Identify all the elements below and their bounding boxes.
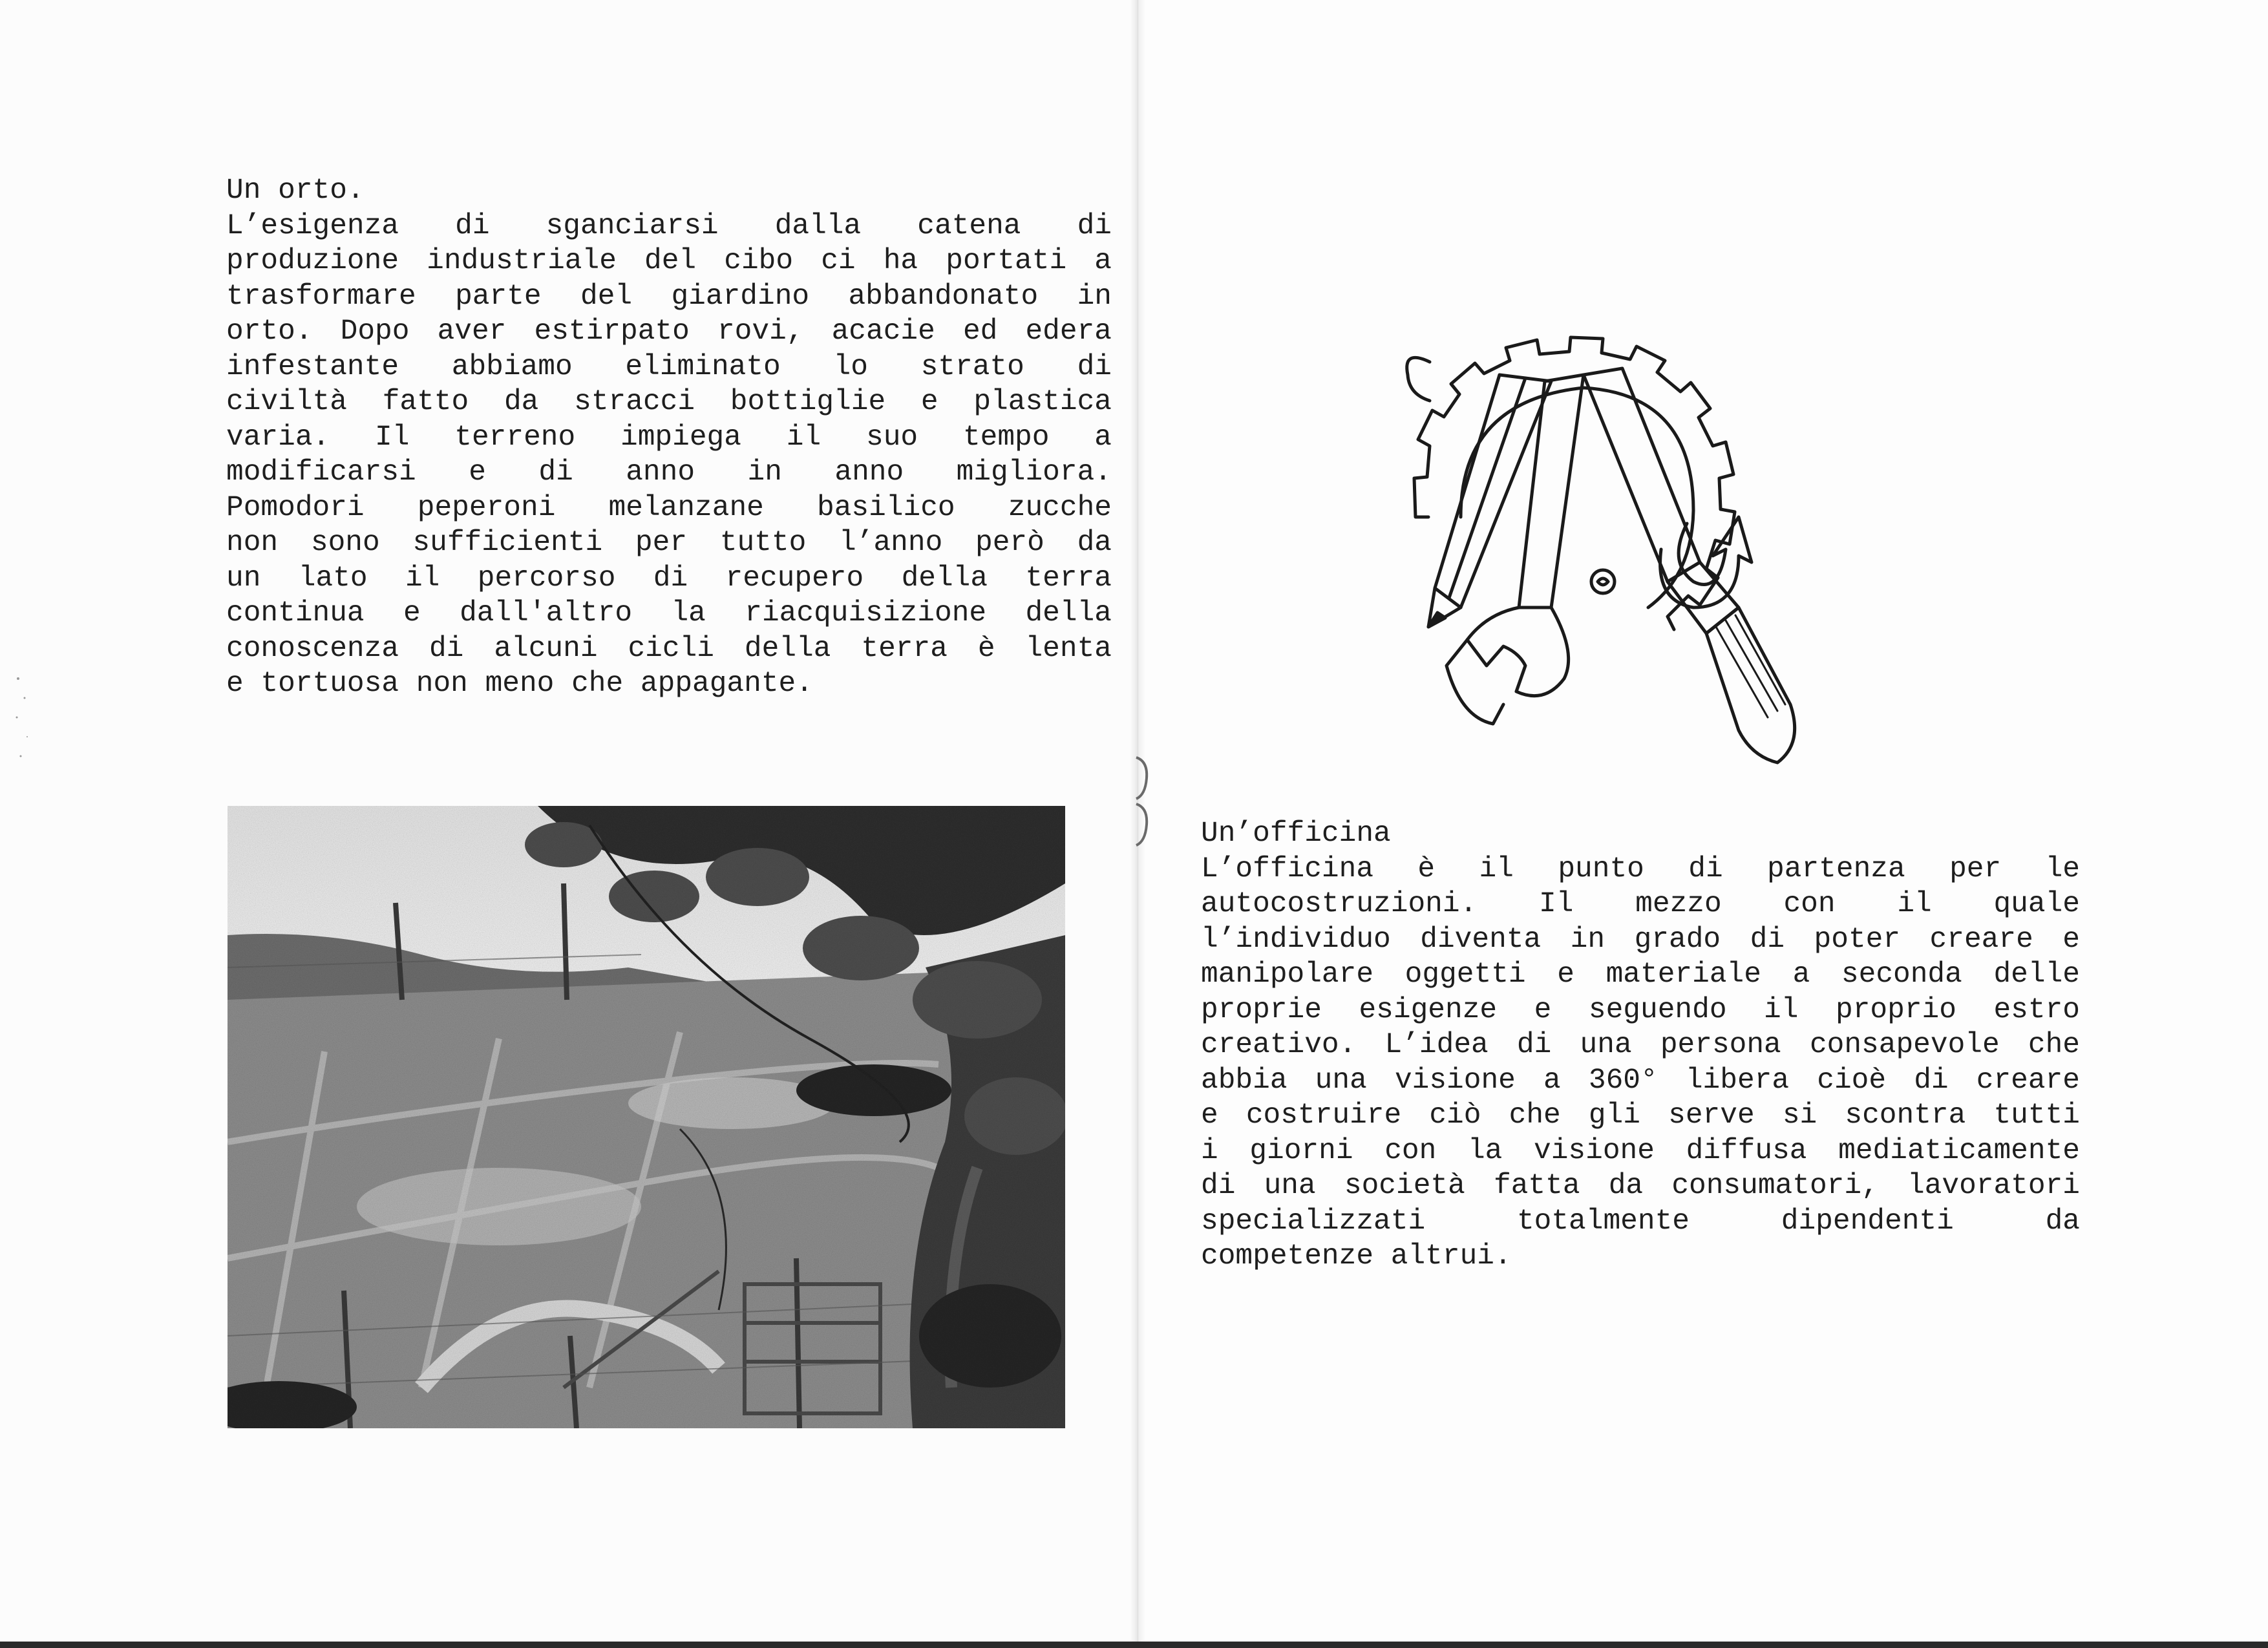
staple-icon bbox=[1132, 755, 1150, 801]
orto-line: civiltà fatto da stracci bottiglie e plastica bbox=[226, 386, 1112, 418]
officina-line: i giorni con la visione diffusa mediaticamente bbox=[1201, 1134, 2080, 1167]
orto-line: modificarsi e di anno in anno migliora. bbox=[226, 456, 1112, 489]
gear-wrench-pencil-brush-logo bbox=[1390, 304, 1823, 782]
scan-edge bbox=[0, 1642, 2268, 1648]
orto-text-block bbox=[226, 173, 1112, 702]
officina-line: abbia una visione a 360° libera cioè di creare bbox=[1201, 1064, 2080, 1097]
orto-line: trasformare parte del giardino abbandonato in bbox=[226, 280, 1112, 313]
officina-text-block bbox=[1201, 816, 2080, 1274]
officina-line: specializzati totalmente dipendenti da bbox=[1201, 1205, 2080, 1238]
orto-line: non sono sufficienti per tutto l’anno però da bbox=[226, 527, 1112, 559]
garden-photo bbox=[228, 806, 1065, 1428]
orto-line: varia. Il terreno impiega il suo tempo a bbox=[226, 421, 1112, 454]
officina-title: Un’officina bbox=[1201, 818, 1391, 850]
orto-line: continua e dall'altro la riacquisizione della bbox=[226, 597, 1112, 629]
officina-line: l’individuo diventa in grado di poter creare e bbox=[1201, 923, 2080, 956]
scan-specks bbox=[12, 672, 37, 776]
officina-line: autocostruzioni. Il mezzo con il quale bbox=[1201, 888, 2080, 920]
orto-line: infestante abbiamo eliminato lo strato di bbox=[226, 350, 1112, 383]
officina-line: proprie esigenze e seguendo il proprio estro bbox=[1201, 993, 2080, 1026]
officina-line: L’officina è il punto di partenza per le bbox=[1201, 852, 2080, 885]
officina-line: di una società fatta da consumatori, lavoratori bbox=[1201, 1170, 2080, 1202]
officina-line: competenze altrui. bbox=[1201, 1240, 1512, 1273]
orto-line: un lato il percorso di recupero della terra bbox=[226, 562, 1112, 595]
orto-line: Pomodori peperoni melanzane basilico zucche bbox=[226, 491, 1112, 524]
orto-line: produzione industriale del cibo ci ha portati a bbox=[226, 245, 1112, 277]
orto-line: L’esigenza di sganciarsi dalla catena di bbox=[226, 209, 1112, 242]
staple-icon bbox=[1132, 801, 1150, 848]
orto-line: orto. Dopo aver estirpato rovi, acacie ed edera bbox=[226, 315, 1112, 348]
orto-line: e tortuosa non meno che appagante. bbox=[226, 668, 813, 700]
orto-title: Un orto. bbox=[226, 174, 365, 207]
officina-line: manipolare oggetti e materiale a seconda delle bbox=[1201, 958, 2080, 991]
officina-line: creativo. L’idea di una persona consapevole che bbox=[1201, 1029, 2080, 1061]
officina-line: e costruire ciò che gli serve si scontra tutti bbox=[1201, 1099, 2080, 1132]
orto-line: conoscenza di alcuni cicli della terra è lenta bbox=[226, 632, 1112, 665]
